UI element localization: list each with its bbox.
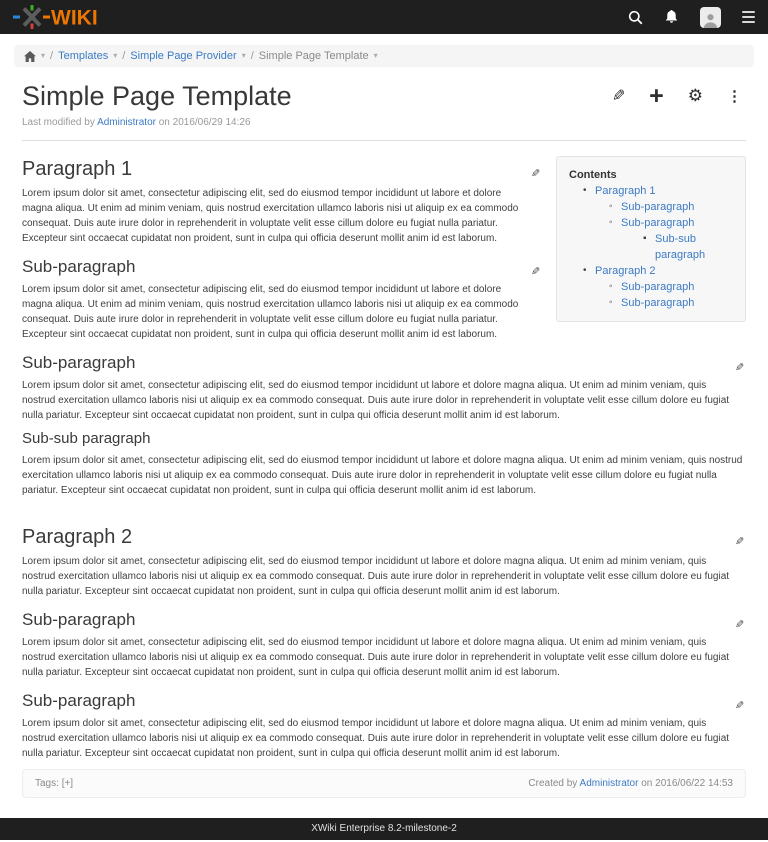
created-line	[528, 778, 733, 789]
section-paragraph: Lorem ipsum dolor sit amet, consectetur adipiscing elit, sed do eiusmod tempor incididunt ut labore et dolore magna aliqua. Ut enim ad minim veniam, quis nostrud exercitation ullamco laboris nisi ut aliquip ex ea commodo consequat. Duis aute irure dolor in reprehenderit in voluptate velit esse cillum dolore eu fugiat nulla pariatur. Excepteur sint occaecat cupidatat non proident, sunt in culpa qui officia deserunt mollit anim id est laborum.	[22, 718, 730, 759]
toc-item	[569, 231, 733, 263]
section-edit-icon[interactable]: ✎	[530, 168, 540, 180]
table-of-contents	[556, 156, 746, 322]
section-edit-icon[interactable]: ✎	[734, 619, 744, 631]
section-title: Paragraph 1	[22, 158, 133, 180]
document-content	[22, 156, 746, 761]
more-actions-icon[interactable]: ⋮	[727, 88, 742, 105]
user-avatar[interactable]	[700, 7, 721, 28]
edit-icon[interactable]: ✎	[611, 88, 626, 105]
toc-item	[569, 183, 733, 199]
page-header	[22, 80, 746, 112]
created-author-link[interactable]: Administrator	[579, 778, 639, 789]
notifications-bell-icon[interactable]	[664, 9, 679, 25]
section-title: Sub-paragraph	[22, 353, 136, 372]
tags-label: Tags:	[35, 778, 59, 789]
modified-prefix: Last modified by	[22, 117, 95, 128]
breadcrumb	[14, 45, 754, 67]
header-divider	[22, 140, 746, 141]
content-section	[22, 524, 746, 599]
content-section	[22, 352, 746, 423]
breadcrumb-caret[interactable]: ▾	[113, 51, 118, 60]
modified-suffix: on 2016/06/29 14:26	[158, 117, 251, 128]
toc-bullet: ▪	[643, 233, 647, 244]
last-modified-line	[22, 117, 746, 128]
top-navbar	[0, 0, 768, 34]
section-heading	[22, 609, 746, 631]
content-section	[22, 609, 746, 680]
toc-bullet: •	[583, 265, 587, 276]
toc-bullet: ◦	[609, 297, 613, 308]
toc-title: Contents	[569, 169, 617, 181]
home-icon[interactable]	[24, 51, 36, 62]
toc-bullet: •	[583, 185, 587, 196]
main-container	[14, 80, 754, 798]
section-paragraph: Lorem ipsum dolor sit amet, consectetur adipiscing elit, sed do eiusmod tempor incididunt ut labore et dolore magna aliqua. Ut enim ad minim veniam, quis nostrud exercitation ullamco laboris nisi ut aliquip ex ea commodo consequat. Duis aute irure dolor in reprehenderit in voluptate velit esse cillum dolore eu fugiat nulla pariatur. Excepteur sint occaecat cupidatat non proident, sunt in culpa qui officia deserunt mollit anim id est laborum.	[22, 556, 730, 597]
breadcrumb-current-page: Simple Page Template	[258, 50, 369, 62]
section-paragraph: Lorem ipsum dolor sit amet, consectetur adipiscing elit, sed do eiusmod tempor incididunt ut labore et dolore magna aliqua. Ut enim ad minim veniam, quis nostrud exercitation ullamco laboris nisi ut aliquip ex ea commodo consequat. Duis aute irure dolor in reprehenderit in voluptate velit esse cillum dolore eu fugiat nulla pariatur. Excepteur sint occaecat cupidatat non proident, sunt in culpa qui officia deserunt mollit anim id est laborum.	[22, 637, 730, 678]
toc-item	[569, 199, 733, 215]
page-title: Simple Page Template	[22, 81, 292, 111]
toc-link[interactable]: Sub-paragraph	[621, 217, 695, 229]
section-heading	[22, 429, 746, 449]
create-icon[interactable]: +	[649, 82, 664, 110]
toc-list	[569, 183, 733, 311]
search-icon[interactable]	[628, 10, 643, 25]
section-edit-icon[interactable]: ✎	[734, 362, 744, 374]
content-section	[22, 690, 746, 761]
section-paragraph: Lorem ipsum dolor sit amet, consectetur adipiscing elit, sed do eiusmod tempor incididunt ut labore et dolore magna aliqua. Ut enim ad minim veniam, quis nostrud exercitation ullamco laboris nisi ut aliquip ex ea commodo consequat. Duis aute irure dolor in reprehenderit in voluptate velit esse cillum dolore eu fugiat nulla pariatur. Excepteur sint occaecat cupidatat non proident, sunt in culpa qui officia deserunt mollit anim id est laborum.	[22, 284, 519, 340]
breadcrumb-link-templates[interactable]: Templates	[58, 50, 109, 62]
toc-bullet: ◦	[609, 281, 613, 292]
created-prefix: Created by	[528, 778, 578, 789]
toc-link[interactable]: Sub-paragraph	[621, 201, 695, 213]
toc-item	[569, 295, 733, 311]
section-title: Sub-sub paragraph	[22, 430, 151, 447]
content-section	[22, 429, 746, 498]
toc-item	[569, 279, 733, 295]
toc-link[interactable]: Sub-sub paragraph	[655, 233, 706, 261]
version-text: XWiki Enterprise 8.2-milestone-2	[311, 823, 457, 834]
page-actions	[611, 82, 746, 110]
section-paragraph: Lorem ipsum dolor sit amet, consectetur adipiscing elit, sed do eiusmod tempor incididunt ut labore et dolore magna aliqua. Ut enim ad minim veniam, quis nostrud exercitation ullamco laboris nisi ut aliquip ex ea commodo consequat. Duis aute irure dolor in reprehenderit in voluptate velit esse cillum dolore eu fugiat nulla pariatur. Excepteur sint occaecat cupidatat non proident, sunt in culpa qui officia deserunt mollit anim id est laborum.	[22, 188, 519, 244]
breadcrumb-separator: /	[122, 50, 126, 62]
toc-link[interactable]: Sub-paragraph	[621, 281, 695, 293]
toc-link[interactable]: Sub-paragraph	[621, 297, 695, 309]
home-dropdown-caret[interactable]: ▾	[41, 51, 46, 60]
toc-item	[569, 263, 733, 279]
section-title: Sub-paragraph	[22, 610, 136, 629]
section-edit-icon[interactable]: ✎	[530, 266, 540, 278]
section-title: Sub-paragraph	[22, 691, 136, 710]
section-edit-icon[interactable]: ✎	[734, 536, 744, 548]
toc-link[interactable]: Paragraph 2	[595, 265, 656, 277]
breadcrumb-separator: /	[50, 50, 54, 62]
section-heading	[22, 690, 746, 712]
breadcrumb-separator: /	[250, 50, 254, 62]
breadcrumb-link-simple-page-provider[interactable]: Simple Page Provider	[130, 50, 237, 62]
document-footer	[22, 769, 746, 798]
toc-item	[569, 215, 733, 231]
modified-author-link[interactable]: Administrator	[97, 117, 156, 128]
xwiki-logo-icon	[13, 5, 101, 29]
xwiki-logo[interactable]	[13, 5, 101, 29]
section-title: Sub-paragraph	[22, 257, 136, 276]
toc-bullet: ◦	[609, 201, 613, 212]
section-heading	[22, 524, 746, 550]
section-heading	[22, 352, 746, 374]
section-paragraph: Lorem ipsum dolor sit amet, consectetur adipiscing elit, sed do eiusmod tempor incididunt ut labore et dolore magna aliqua. Ut enim ad minim veniam, quis nostrud exercitation ullamco laboris nisi ut aliquip ex ea commodo consequat. Duis aute irure dolor in reprehenderit in voluptate velit esse cillum dolore eu fugiat nulla pariatur. Excepteur sint occaecat cupidatat non proident, sunt in culpa qui officia deserunt mollit anim id est laborum.	[22, 455, 743, 496]
section-paragraph: Lorem ipsum dolor sit amet, consectetur adipiscing elit, sed do eiusmod tempor incididunt ut labore et dolore magna aliqua. Ut enim ad minim veniam, quis nostrud exercitation ullamco laboris nisi ut aliquip ex ea commodo consequat. Duis aute irure dolor in reprehenderit in voluptate velit esse cillum dolore eu fugiat nulla pariatur. Excepteur sint occaecat cupidatat non proident, sunt in culpa qui officia deserunt mollit anim id est laborum.	[22, 380, 730, 421]
toc-link[interactable]: Paragraph 1	[595, 185, 656, 197]
breadcrumb-caret[interactable]: ▾	[373, 51, 378, 60]
drawer-menu-icon[interactable]	[742, 11, 755, 24]
created-suffix: on 2016/06/22 14:53	[641, 778, 733, 789]
section-edit-icon[interactable]: ✎	[734, 700, 744, 712]
svg-text:WIKI: WIKI	[51, 6, 98, 29]
breadcrumb-caret[interactable]: ▾	[241, 51, 246, 60]
toc-bullet: ◦	[609, 217, 613, 228]
version-bar	[0, 818, 768, 840]
section-title: Paragraph 2	[22, 526, 133, 548]
gear-icon[interactable]: ⚙	[687, 86, 703, 105]
add-tag-button[interactable]: [+]	[61, 778, 74, 789]
